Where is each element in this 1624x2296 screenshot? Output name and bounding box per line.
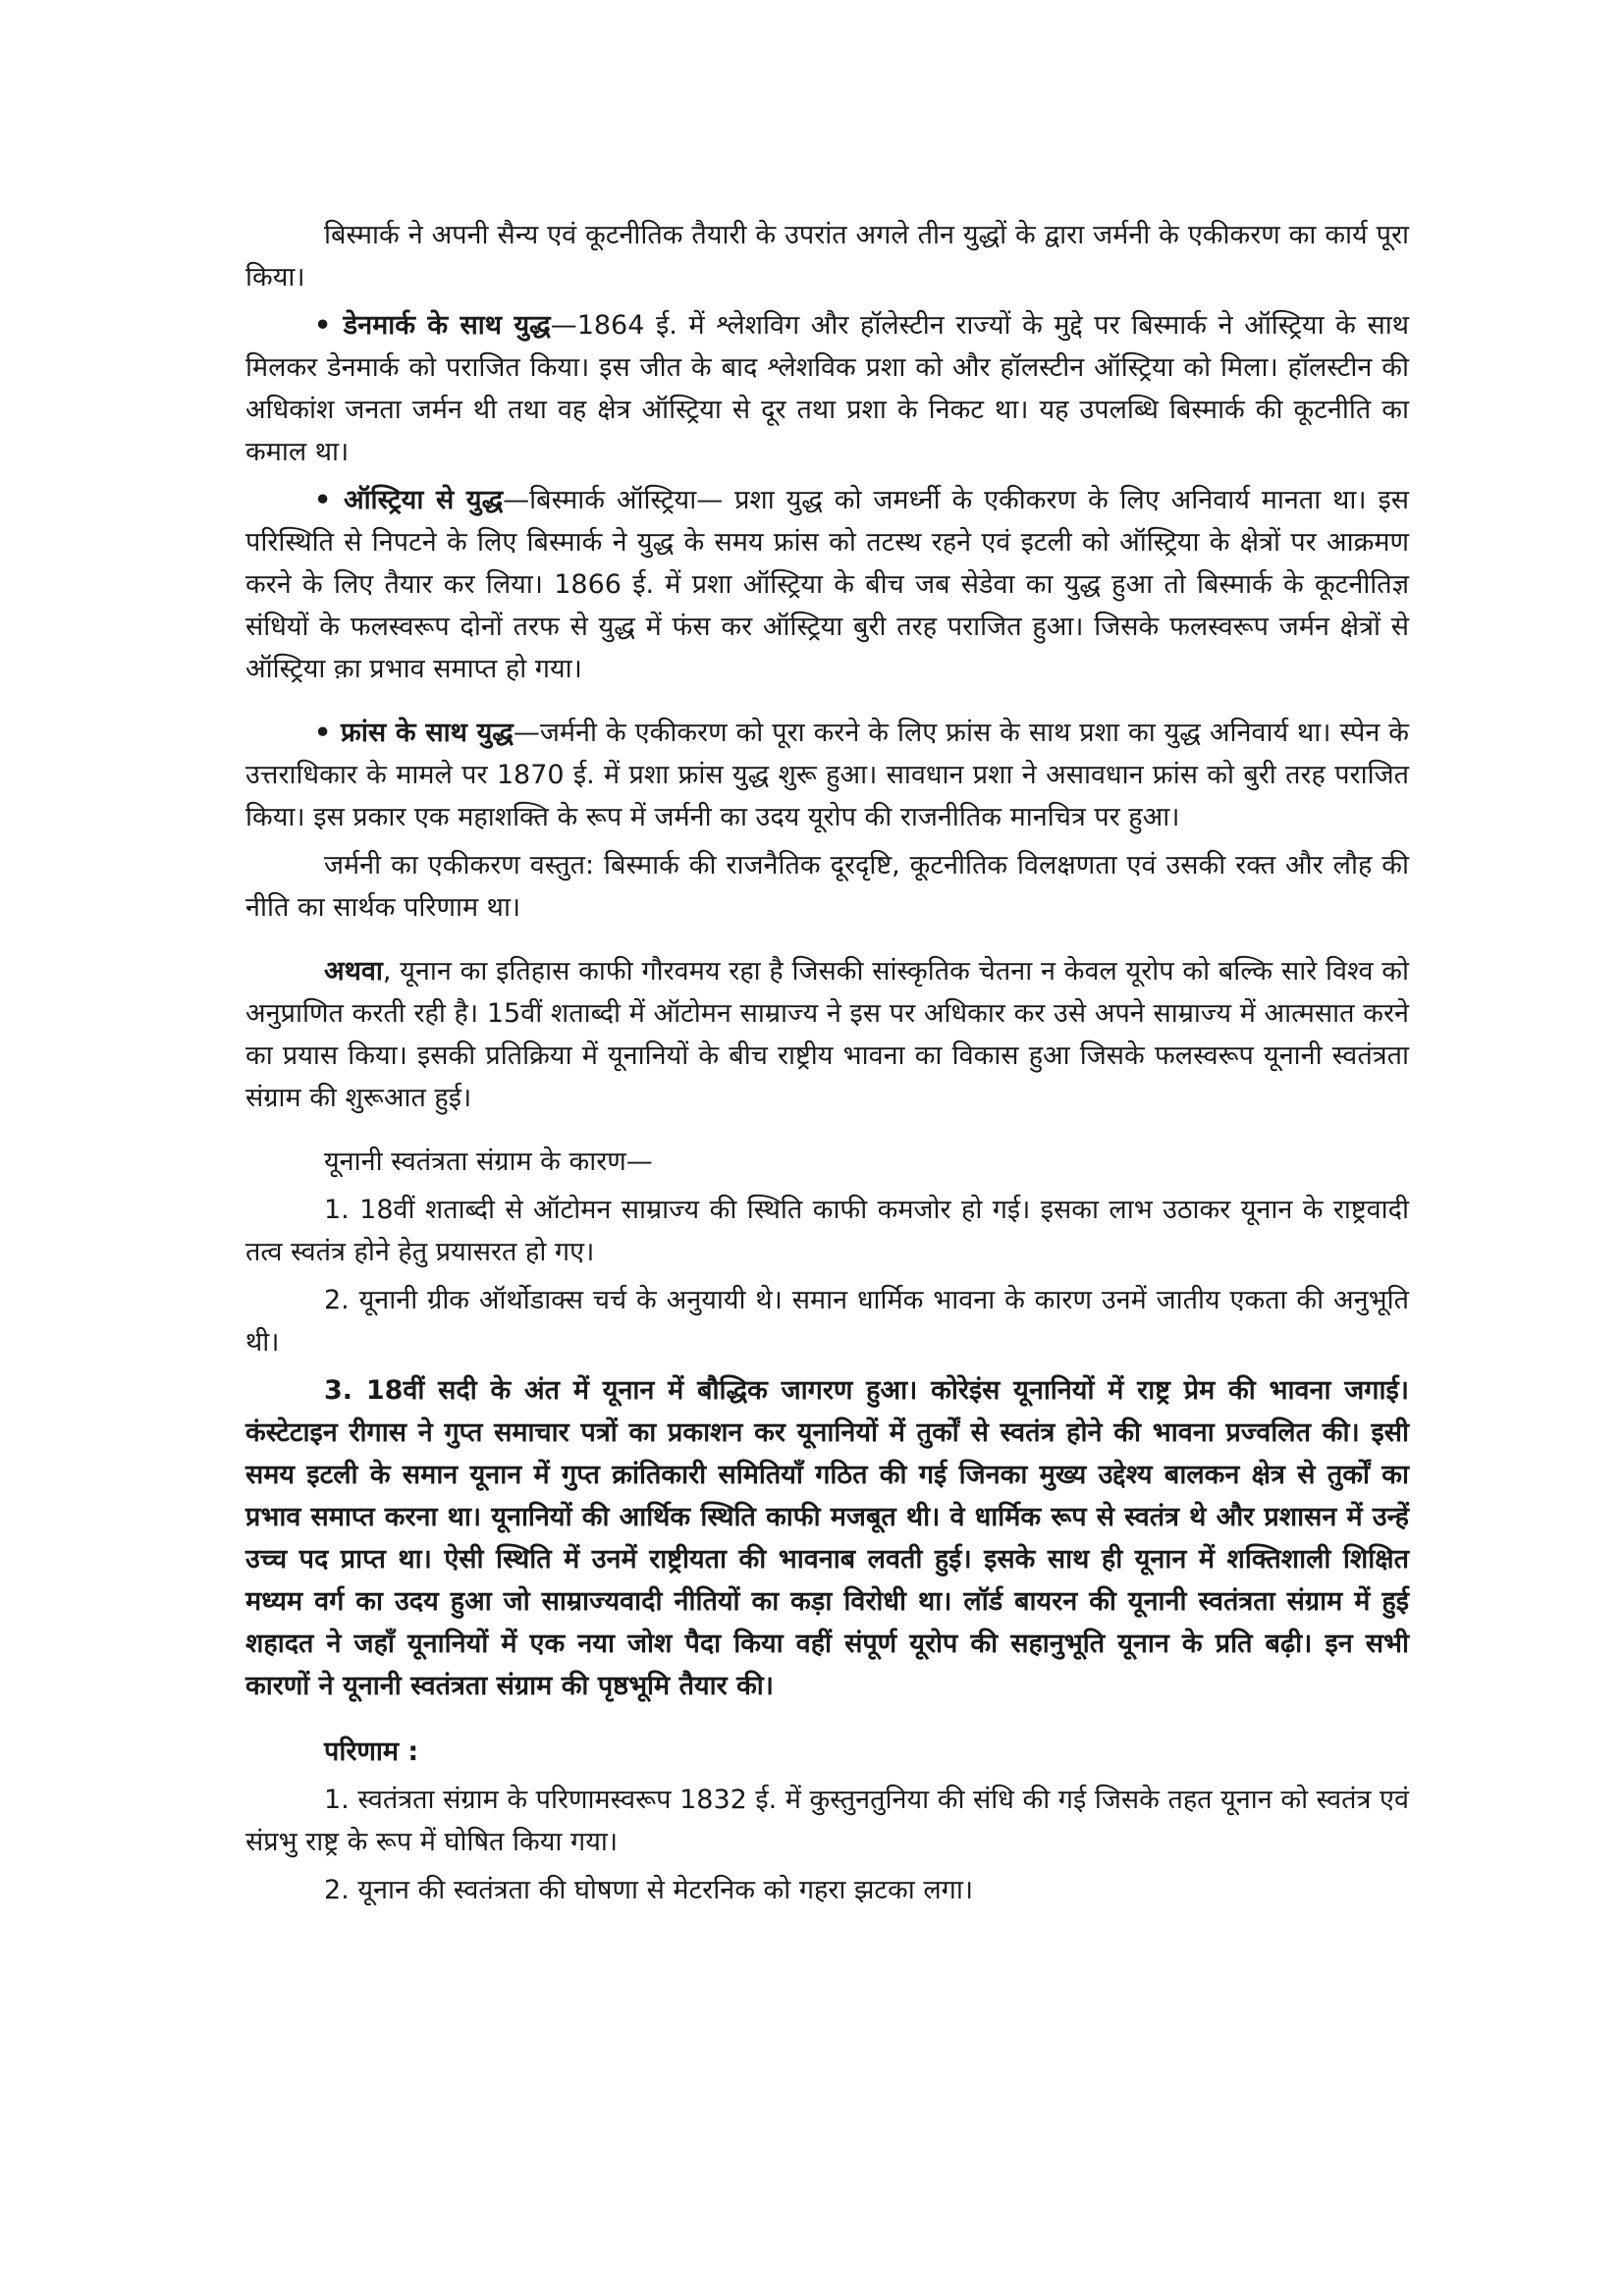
war-denmark-paragraph bbox=[245, 304, 1409, 473]
war-austria-title: • ऑस्ट्रिया से युद्ध bbox=[314, 485, 504, 515]
causes-heading: यूनानी स्वतंत्रता संग्राम के कारण— bbox=[324, 1147, 653, 1177]
war-france-text: —जर्मनी के एकीकरण को पूरा करने के लिए फ्रांस के साथ प्रशा का युद्ध अनिवार्य था। स्पेन के उत्तराधिकार के मामले पर 1870 ई. में प्रशा फ्रांस युद्ध शुरू हुआ। सावधान प्रशा ने असावधान फ्रांस को बुरी तरह पराजित किया। इस प्रकार एक महाशक्ति के रूप में जर्मनी का उदय यूरोप की राजनीतिक मानचित्र पर हुआ। bbox=[245, 718, 1409, 832]
conclusion-paragraph: जर्मनी का एकीकरण वस्तुत: बिस्मार्क की राजनैतिक दूरदृष्टि, कूटनीतिक विलक्षणता एवं उसकी रक्त और लौह की नीति का सार्थक परिणाम था। bbox=[245, 850, 1409, 923]
result-item-2: 2. यूनान की स्वतंत्रता की घोषणा से मेटरनिक को गहरा झटका लगा। bbox=[324, 1875, 974, 1905]
results-heading: परिणाम : bbox=[324, 1736, 419, 1767]
cause-item-3: 3. 18वीं सदी के अंत में यूनान में बौद्धिक जागरण हुआ। कोरेइंस यूनानियों में राष्ट्र प्रेम की भावना जगाई। कंस्टेटाइन रीगास ने गुप्त समाचार पत्रों का प्रकाशन कर यूनानियों में तुर्कों से स्वतंत्र होने की भावना प्रज्वलित की। इसी समय इटली के समान यूनान में गुप्त क्रांतिकारी समितियाँ गठित की गई जिनका मुख्य उद्देश्य बालकन क्षेत्र से तुर्कों का प्रभाव समाप्त करना था। यूनानियों की आर्थिक स्थिति काफी मजबूत थी। वे धार्मिक रूप से स्वतंत्र थे और प्रशासन में उन्हें उच्च पद प्राप्त था। ऐसी स्थिति में उनमें राष्ट्रीयता की भावनाब लवती हुई। इसके साथ ही यूनान में शक्तिशाली शिक्षित मध्यम वर्ग का उदय हुआ जो साम्राज्यवादी नीतियों का कड़ा विरोधी था। लॉर्ड बायरन की यूनानी स्वतंत्रता संग्राम में हुई शहादत ने जहाँ यूनानियों में एक नया जोश पैदा किया वहीं संपूर्ण यूरोप की सहानुभूति यूनान के प्रति बढ़ी। इन सभी कारणों ने यूनानी स्वतंत्रता संग्राम की पृष्ठभूमि तैयार की। bbox=[245, 1375, 1409, 1701]
result-item-1: 1. स्वतंत्रता संग्राम के परिणामस्वरूप 1832 ई. में कुस्तुनतुनिया की संधि की गई जिसके तहत यूनान को स्वतंत्र एवं संप्रभु राष्ट्र के रूप में घोषित किया गया। bbox=[245, 1785, 1409, 1857]
war-austria-paragraph bbox=[245, 479, 1409, 690]
alternative-paragraph bbox=[245, 950, 1409, 1119]
cause-item-2: 2. यूनानी ग्रीक ऑर्थोडाक्स चर्च के अनुयायी थे। समान धार्मिक भावना के कारण उनमें जातीय एकता की अनुभूति थी। bbox=[245, 1285, 1409, 1358]
document-page bbox=[245, 214, 1409, 1917]
war-france-title: • फ्रांस के साथ युद्ध bbox=[314, 718, 514, 748]
war-austria-text: —बिस्मार्क ऑस्ट्रिया— प्रशा युद्ध को जमर्ध्नी के एकीकरण के लिए अनिवार्य मानता था। इस परिस्थिति से निपटने के लिए बिस्मार्क ने युद्ध के समय फ्रांस को तटस्थ रहने एवं इटली को ऑस्ट्रिया के क्षेत्रों पर आक्रमण करने के लिए तैयार कर लिया। 1866 ई. में प्रशा ऑस्ट्रिया के बीच जब सेडेवा का युद्ध हुआ तो बिस्मार्क के कूटनीतिज्ञ संधियों के फलस्वरूप दोनों तरफ से युद्ध में फंस कर ऑस्ट्रिया बुरी तरह पराजित हुआ। जिसके फलस्वरूप जर्मन क्षेत्रों से ऑस्ट्रिया क़ा प्रभाव समाप्त हो गया। bbox=[245, 485, 1409, 684]
cause-item-1: 1. 18वीं शताब्दी से ऑटोमन साम्राज्य की स्थिति काफी कमजोर हो गई। इसका लाभ उठाकर यूनान के राष्ट्रवादी तत्व स्वतंत्र होने हेतु प्रयासरत हो गए। bbox=[245, 1195, 1409, 1267]
war-denmark-title: • डेनमार्क के साथ युद्ध bbox=[314, 310, 551, 341]
war-denmark-text: —1864 ई. में श्लेशविग और हॉलेस्टीन राज्यों के मुद्दे पर बिस्मार्क ने ऑस्ट्रिया के साथ मिलकर डेनमार्क को पराजित किया। इस जीत के बाद श्लेशविक प्रशा को और हॉलस्टीन ऑस्ट्रिया को मिला। हॉलस्टीन की अधिकांश जनता जर्मन थी तथा वह क्षेत्र ऑस्ट्रिया से दूर तथा प्रशा के निकट था। यह उपलब्धि बिस्मार्क की कूटनीति का कमाल था। bbox=[245, 310, 1409, 467]
alternative-text: , यूनान का इतिहास काफी गौरवमय रहा है जिसकी सांस्कृतिक चेतना न केवल यूरोप को बल्कि सारे विश्व को अनुप्राणित करती रही है। 15वीं शताब्दी में ऑटोमन साम्राज्य ने इस पर अधिकार कर उसे अपने साम्राज्य में आत्मसात करने का प्रयास किया। इसकी प्रतिक्रिया में यूनानियों के बीच राष्ट्रीय भावना का विकास हुआ जिसके फलस्वरूप यूनानी स्वतंत्रता संग्राम की शुरूआत हुई। bbox=[245, 956, 1409, 1113]
war-france-paragraph bbox=[245, 712, 1409, 838]
intro-paragraph: बिस्मार्क ने अपनी सैन्य एवं कूटनीतिक तैयारी के उपरांत अगले तीन युद्धों के द्वारा जर्मनी के एकीकरण का कार्य पूरा किया। bbox=[245, 220, 1409, 293]
alternative-lead: अथवा bbox=[324, 956, 383, 987]
